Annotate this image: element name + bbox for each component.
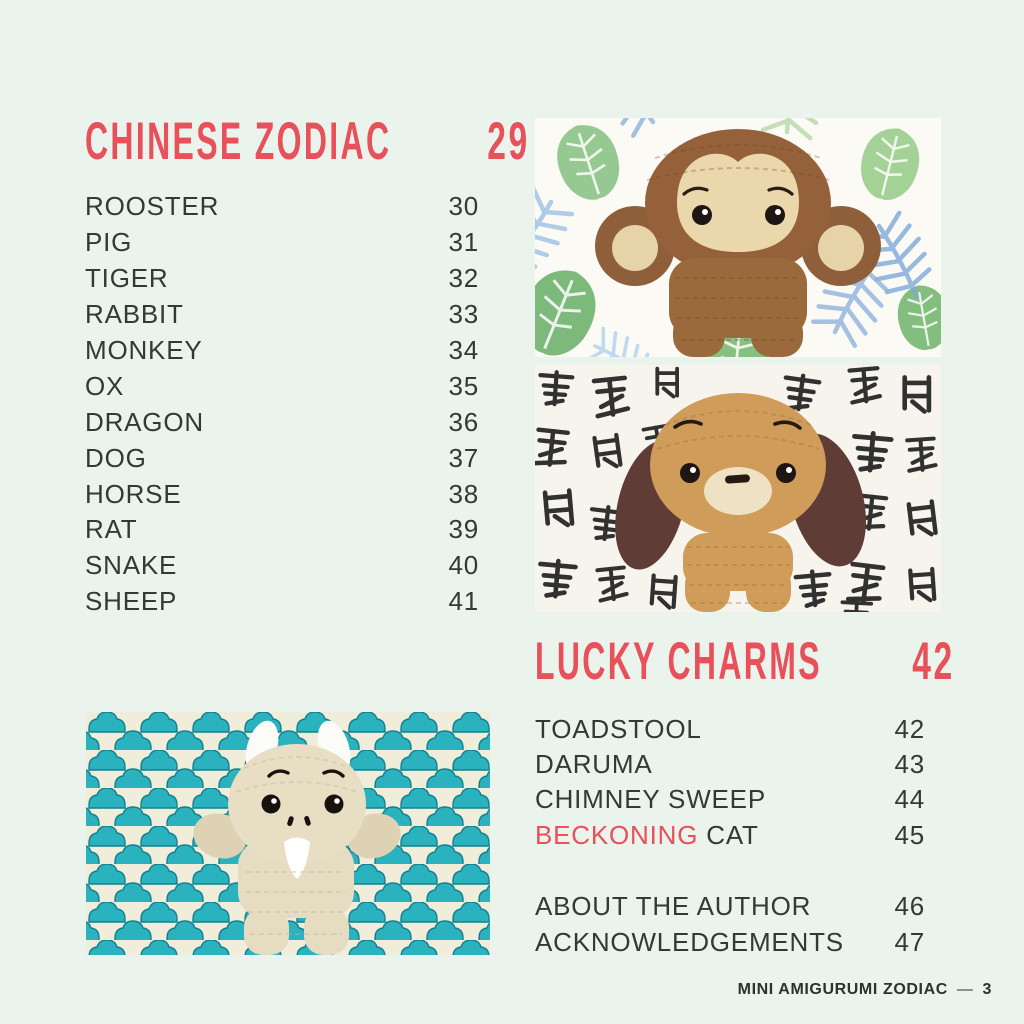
back-matter-entries [535, 889, 925, 960]
chinese-zodiac-entries [85, 189, 479, 620]
section-page-number: 29 [487, 111, 530, 171]
entry-label: DRAGON [85, 406, 204, 437]
entry-label-rest: CAT [698, 819, 759, 850]
toc-entry-rabbit [85, 297, 479, 333]
entry-label: TOADSTOOL [535, 714, 702, 745]
toc-entry-sheep [85, 584, 479, 620]
section-title: LUCKY CHARMS [535, 631, 822, 691]
entry-page: 40 [448, 550, 479, 581]
toc-entry-ox [85, 368, 479, 404]
toc-entry-snake [85, 548, 479, 584]
entry-label: SHEEP [85, 586, 178, 617]
toc-entry-chimney-sweep [535, 782, 925, 817]
toc-entry-about-the-author [535, 889, 925, 925]
entry-page: 35 [448, 370, 479, 401]
entry-label: HORSE [85, 478, 182, 509]
chinese-zodiac-section [85, 111, 530, 620]
entry-page: 46 [894, 891, 925, 922]
toc-entry-beckoning-cat [535, 818, 925, 853]
section-page-number: 42 [912, 631, 955, 691]
entry-page: 38 [448, 478, 479, 509]
entry-page: 34 [448, 335, 479, 365]
entry-label: CHIMNEY SWEEP [535, 784, 766, 815]
monkey-amigurumi-photo [535, 118, 941, 357]
toc-entry-pig [85, 225, 479, 261]
entry-label: ABOUT THE AUTHOR [535, 891, 812, 922]
entry-label: OX [85, 370, 125, 401]
entry-page: 45 [894, 819, 925, 850]
entry-label [535, 820, 759, 851]
entry-page: 36 [448, 406, 479, 437]
footer-page-number: 3 [982, 981, 992, 998]
dog-amigurumi-photo [535, 365, 941, 612]
entry-page: 39 [448, 514, 479, 545]
entry-label: ROOSTER [85, 191, 220, 222]
entry-label: DOG [85, 442, 147, 473]
entry-page: 47 [894, 926, 925, 957]
entry-label: RABBIT [85, 299, 184, 330]
entry-label: MONKEY [85, 335, 203, 365]
toc-entry-rooster [85, 189, 479, 225]
toc-entry-dog [85, 440, 479, 476]
entry-label: DARUMA [535, 749, 653, 780]
entry-page: 37 [448, 442, 479, 473]
toc-entry-acknowledgements [535, 925, 925, 961]
goat-amigurumi-photo [86, 712, 490, 955]
entry-label: ACKNOWLEDGEMENTS [535, 926, 844, 957]
chinese-zodiac-heading [85, 111, 530, 171]
goat-photo-illustration [86, 712, 490, 955]
toc-entry-monkey [85, 333, 479, 369]
entry-label: TIGER [85, 263, 169, 294]
footer-book-title: MINI AMIGURUMI ZODIAC [737, 981, 948, 998]
back-matter-section [535, 889, 925, 960]
toc-entry-rat [85, 512, 479, 548]
entry-page: 30 [448, 191, 479, 222]
lucky-charms-entries [535, 712, 925, 853]
entry-label: SNAKE [85, 550, 178, 581]
lucky-charms-heading [535, 631, 955, 691]
entry-page: 43 [894, 749, 925, 780]
toc-entry-toadstool [535, 712, 925, 747]
section-title: CHINESE ZODIAC [85, 111, 392, 171]
entry-label-highlight: BECKONING [535, 819, 699, 850]
toc-entry-tiger [85, 261, 479, 297]
entry-label: RAT [85, 514, 138, 545]
entry-page: 33 [448, 299, 479, 330]
entry-page: 31 [448, 227, 479, 258]
toc-entry-dragon [85, 404, 479, 440]
monkey-photo-illustration [535, 118, 941, 357]
page-footer [738, 981, 992, 999]
dog-photo-illustration [535, 365, 941, 612]
footer-separator: — [956, 981, 974, 998]
toc-entry-horse [85, 476, 479, 512]
entry-page: 32 [448, 263, 479, 294]
toc-entry-daruma [535, 747, 925, 782]
entry-page: 44 [894, 784, 925, 815]
entry-page: 42 [894, 714, 925, 745]
lucky-charms-section [535, 631, 955, 853]
entry-page: 41 [448, 586, 479, 617]
entry-label: PIG [85, 227, 133, 258]
